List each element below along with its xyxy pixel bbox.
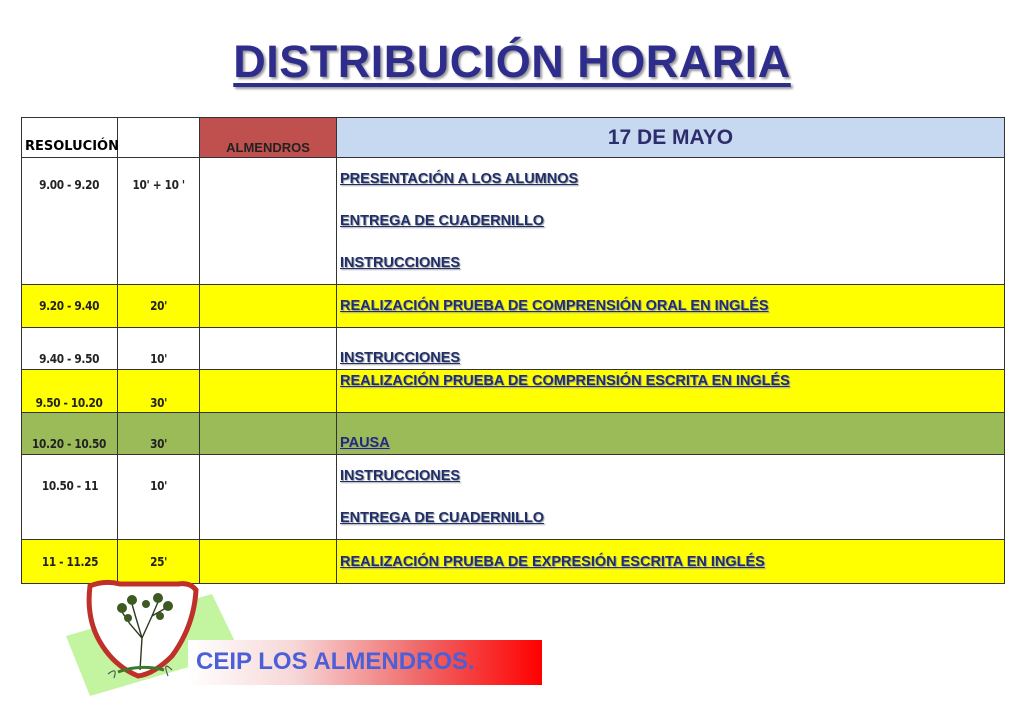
activity-cell <box>337 285 1005 328</box>
duration-cell: 25' <box>118 540 200 584</box>
almendros-cell <box>200 455 337 540</box>
activity-text: ENTREGA DE CUADERNILLO <box>340 213 545 229</box>
page-title: DISTRIBUCIÓN HORARIA <box>233 36 791 87</box>
activity-cell <box>337 370 1005 413</box>
school-name: CEIP LOS ALMENDROS. <box>196 648 475 675</box>
table-row <box>22 158 1005 285</box>
duration-cell: 10' + 10 ' <box>118 158 200 285</box>
time-cell: 9.50 - 10.20 <box>22 370 118 413</box>
activity-text: INSTRUCCIONES <box>340 468 461 484</box>
table-header-row <box>22 118 1005 158</box>
almendros-cell <box>200 285 337 328</box>
almendros-cell <box>200 158 337 285</box>
table-row <box>22 328 1005 370</box>
activity-text: INSTRUCCIONES <box>340 255 461 271</box>
duration-cell: 10' <box>118 455 200 540</box>
header-almendros: ALMENDROS <box>200 118 337 158</box>
header-resolucion: RESOLUCIÓN <box>22 118 118 158</box>
schedule-table <box>21 117 1005 584</box>
header-empty <box>118 118 200 158</box>
table-row <box>22 455 1005 540</box>
almendros-cell <box>200 413 337 455</box>
school-name-banner <box>188 640 542 685</box>
table-row <box>22 540 1005 584</box>
time-cell: 10.20 - 10.50 <box>22 413 118 455</box>
activity-cell <box>337 328 1005 370</box>
activity-text: ENTREGA DE CUADERNILLO <box>340 510 545 526</box>
duration-cell: 20' <box>118 285 200 328</box>
time-cell: 9.20 - 9.40 <box>22 285 118 328</box>
time-cell: 10.50 - 11 <box>22 455 118 540</box>
duration-cell: 30' <box>118 413 200 455</box>
activity-text: PRESENTACIÓN A LOS ALUMNOS <box>340 171 579 187</box>
almendros-cell <box>200 540 337 584</box>
activity-cell <box>337 158 1005 285</box>
table-row <box>22 413 1005 455</box>
activity-cell <box>337 540 1005 584</box>
time-cell: 11 - 11.25 <box>22 540 118 584</box>
activity-text: REALIZACIÓN PRUEBA DE COMPRENSIÓN ESCRITA EN INGLÉS <box>340 373 790 389</box>
activity-cell <box>337 413 1005 455</box>
duration-cell: 10' <box>118 328 200 370</box>
activity-cell <box>337 455 1005 540</box>
activity-text: REALIZACIÓN PRUEBA DE EXPRESIÓN ESCRITA EN INGLÉS <box>340 553 765 570</box>
almendros-cell <box>200 370 337 413</box>
almendros-cell <box>200 328 337 370</box>
table-row <box>22 370 1005 413</box>
activity-text: PAUSA <box>340 435 390 451</box>
header-date: 17 DE MAYO <box>337 118 1005 158</box>
table-row <box>22 285 1005 328</box>
activity-text: REALIZACIÓN PRUEBA DE COMPRENSIÓN ORAL EN INGLÉS <box>340 298 769 314</box>
time-cell: 9.40 - 9.50 <box>22 328 118 370</box>
activity-text: INSTRUCCIONES <box>340 350 461 366</box>
time-cell: 9.00 - 9.20 <box>22 158 118 285</box>
duration-cell: 30' <box>118 370 200 413</box>
